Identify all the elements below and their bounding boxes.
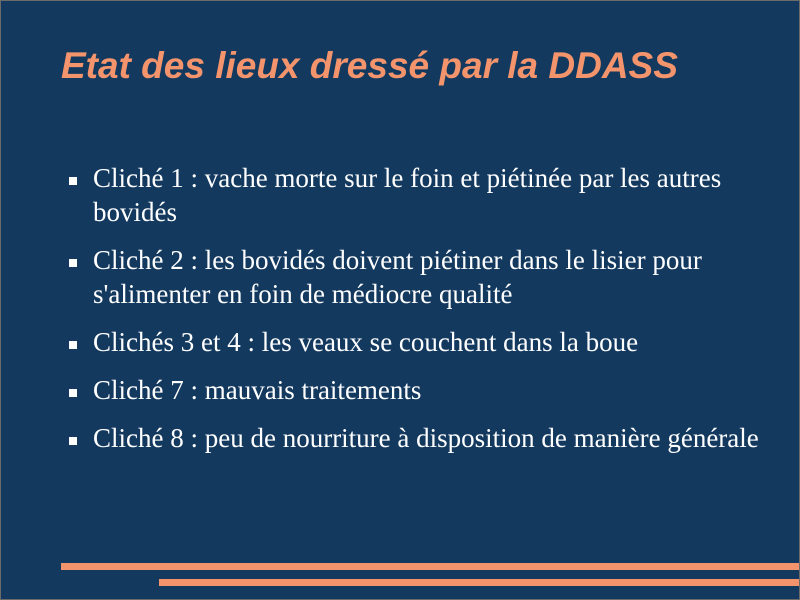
decorative-bar-top [61,563,799,570]
bullet-text: Cliché 7 : mauvais traitements [93,375,422,405]
bullet-text: Cliché 8 : peu de nourriture à disposition de manière générale [93,423,759,453]
decorative-bar-bottom [159,579,799,586]
bullet-square-icon [69,177,77,185]
bullet-item [69,161,769,229]
bullet-item [69,243,769,311]
bullet-square-icon [69,259,77,267]
bullet-text: Cliché 1 : vache morte sur le foin et piétinée par les autres bovidés [93,163,722,227]
bullet-text: Clichés 3 et 4 : les veaux se couchent dans la boue [93,327,639,357]
bullet-item [69,421,769,455]
bullet-list [69,161,769,469]
bullet-item [69,325,769,359]
bullet-square-icon [69,437,77,445]
bullet-text: Cliché 2 : les bovidés doivent piétiner dans le lisier pour s'alimenter en foin de médiocre qualité [93,245,702,309]
bullet-square-icon [69,341,77,349]
bullet-square-icon [69,389,77,397]
bullet-item [69,373,769,407]
slide-title: Etat des lieux dressé par la DDASS [61,45,678,86]
